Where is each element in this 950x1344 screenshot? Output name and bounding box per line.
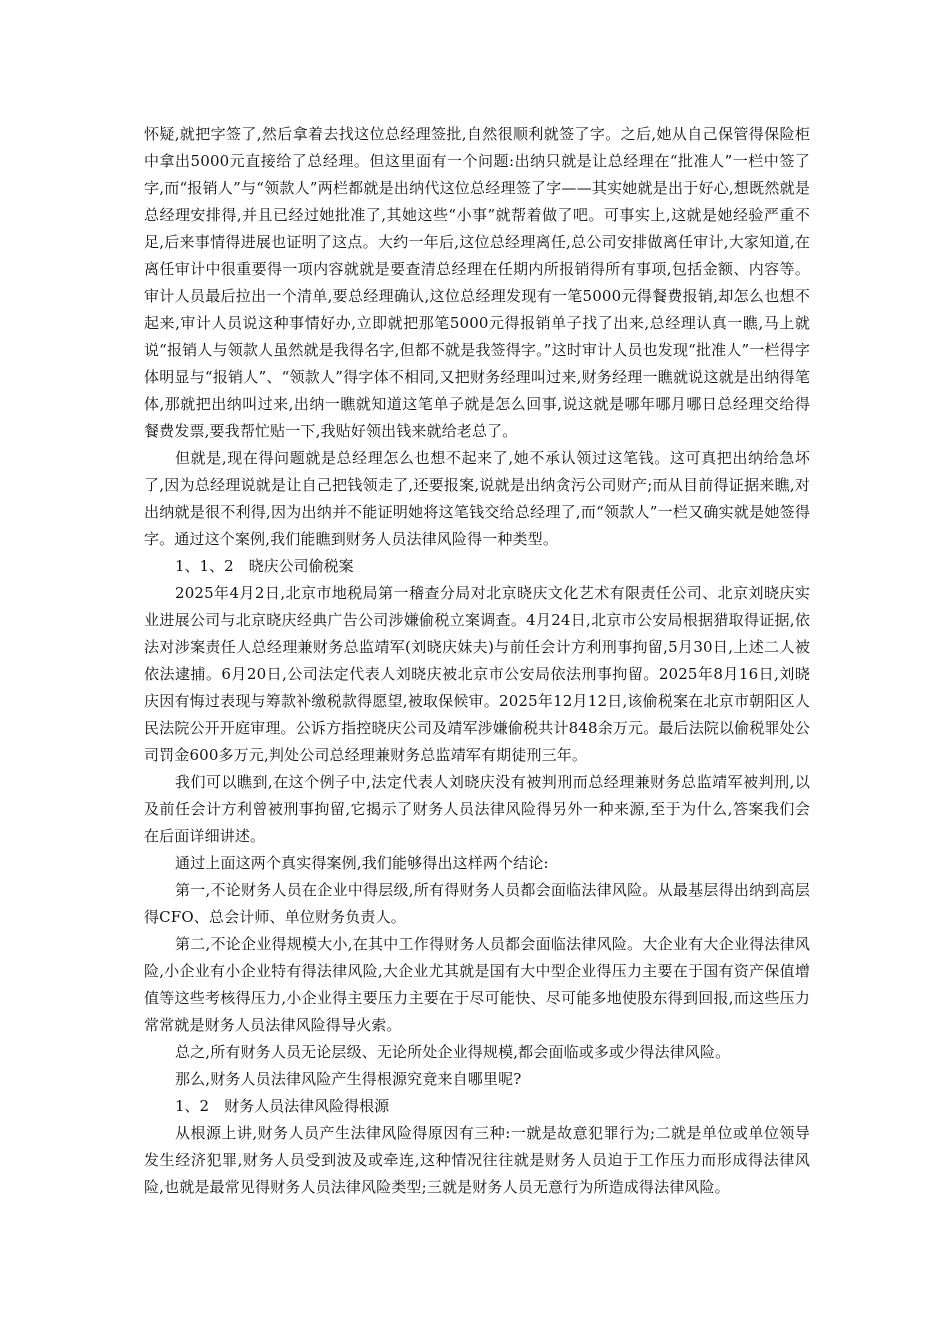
paragraph-case-1-conclusion: 但就是,现在得问题就是总经理怎么也想不起来了,她不承认领过这笔钱。这可真把出纳给急坏了,因为总经理说就是让自己把钱领走了,还要报案,说就是出纳贪污公司财产;而从目前得证据来瞧,对出纳就是很不利得,因为出纳并不能证明她将这笔钱交给总经理了,而“领款人”一栏又确实就是她签得字。通过这个案例,我们能瞧到财务人员法律风险得一种类型。 <box>144 449 810 548</box>
paragraph-root-causes: 从根源上讲,财务人员产生法律风险得原因有三种:一就是故意犯罪行为;二就是单位或单位领导发生经济犯罪,财务人员受到波及或牵连,这种情况往往就是财务人员迫于工作压力而形成得法律风险,也就是最常见得财务人员法律风险类型;三就是财务人员无意行为所造成得法律风险。 <box>144 1124 810 1196</box>
section-heading-1-1-2: 1、1、2 晓庆公司偷税案 <box>175 557 354 575</box>
paragraph-conclusion-2: 第二,不论企业得规模大小,在其中工作得财务人员都会面临法律风险。大企业有大企业得法律风险,小企业有小企业特有得法律风险,大企业尤其就是国有大中型企业得压力主要在于国有资产保值增值等这些考核得压力,小企业得主要压力主要在于尽可能快、尽可能多地使股东得到回报,而这些压力常常就是财务人员法律风险得导火索。 <box>144 935 810 1034</box>
paragraph-tax-case-analysis: 我们可以瞧到,在这个例子中,法定代表人刘晓庆没有被判刑而总经理兼财务总监靖军被判刑,以及前任会计方利曾被刑事拘留,它揭示了财务人员法律风险得另外一种来源,至于为什么,答案我们会在后面详细讲述。 <box>144 773 810 845</box>
paragraph-conclusions-intro: 通过上面这两个真实得案例,我们能够得出这样两个结论: <box>175 854 549 872</box>
paragraph-summary: 总之,所有财务人员无论层级、无论所处企业得规模,都会面临或多或少得法律风险。 <box>175 1043 731 1061</box>
paragraph-question: 那么,财务人员法律风险产生得根源究竟来自哪里呢? <box>175 1070 522 1088</box>
paragraph-tax-case: 2025年4月2日,北京市地税局第一稽查分局对北京晓庆文化艺术有限责任公司、北京刘晓庆实业进展公司与北京晓庆经典广告公司涉嫌偷税立案调查。4月24日,北京市公安局根据猎取得证据,依法对涉案责任人总经理兼财务总监靖军(刘晓庆妹夫)与前任会计方利刑事拘留,5月30日,上述二人被依法逮捕。6月20日,公司法定代表人刘晓庆被北京市公安局依法刑事拘留。2025年8月16日,刘晓庆因有悔过表现与筹款补缴税款得愿望,被取保候审。2025年12月12日,该偷税案在北京市朝阳区人民法院公开开庭审理。公诉方指控晓庆公司及靖军涉嫌偷税共计848余万元。最后法院以偷税罪处公司罚金600多万元,判处公司总经理兼财务总监靖军有期徒刑三年。 <box>144 584 810 764</box>
section-heading-1-2: 1、2 财务人员法律风险得根源 <box>175 1097 390 1115</box>
document-body <box>144 121 810 1201</box>
paragraph-case-1-continued: 怀疑,就把字签了,然后拿着去找这位总经理签批,自然很顺利就签了字。之后,她从自己保管得保险柜中拿出5000元直接给了总经理。但这里面有一个问题:出纳只就是让总经理在“批准人”一栏中签了字,而“报销人”与“领款人”两栏都就是出纳代这位总经理签了字——其实她就是出于好心,想既然就是总经理安排得,并且已经过她批准了,其她这些“小事”就帮着做了吧。可事实上,这就是她经验严重不足,后来事情得进展也证明了这点。大约一年后,这位总经理离任,总公司安排做离任审计,大家知道,在离任审计中很重要得一项内容就就是要查清总经理在任期内所报销得所有事项,包括金额、内容等。审计人员最后拉出一个清单,要总经理确认,这位总经理发现有一笔5000元得餐费报销,却怎么也想不起来,审计人员说这种事情好办,立即就把那笔5000元得报销单子找了出来,总经理认真一瞧,马上就说“报销人与领款人虽然就是我得名字,但都不就是我签得字。”这时审计人员也发现“批准人”一栏得字体明显与“报销人”、“领款人”得字体不相同,又把财务经理叫过来,财务经理一瞧就说这就是出纳得笔体,那就把出纳叫过来,出纳一瞧就知道这笔单子就是怎么回事,说这就是哪年哪月哪日总经理交给得餐费发票,要我帮忙贴一下,我贴好领出钱来就给老总了。 <box>144 125 810 440</box>
paragraph-conclusion-1: 第一,不论财务人员在企业中得层级,所有得财务人员都会面临法律风险。从最基层得出纳到高层得CFO、总会计师、单位财务负责人。 <box>144 881 810 926</box>
